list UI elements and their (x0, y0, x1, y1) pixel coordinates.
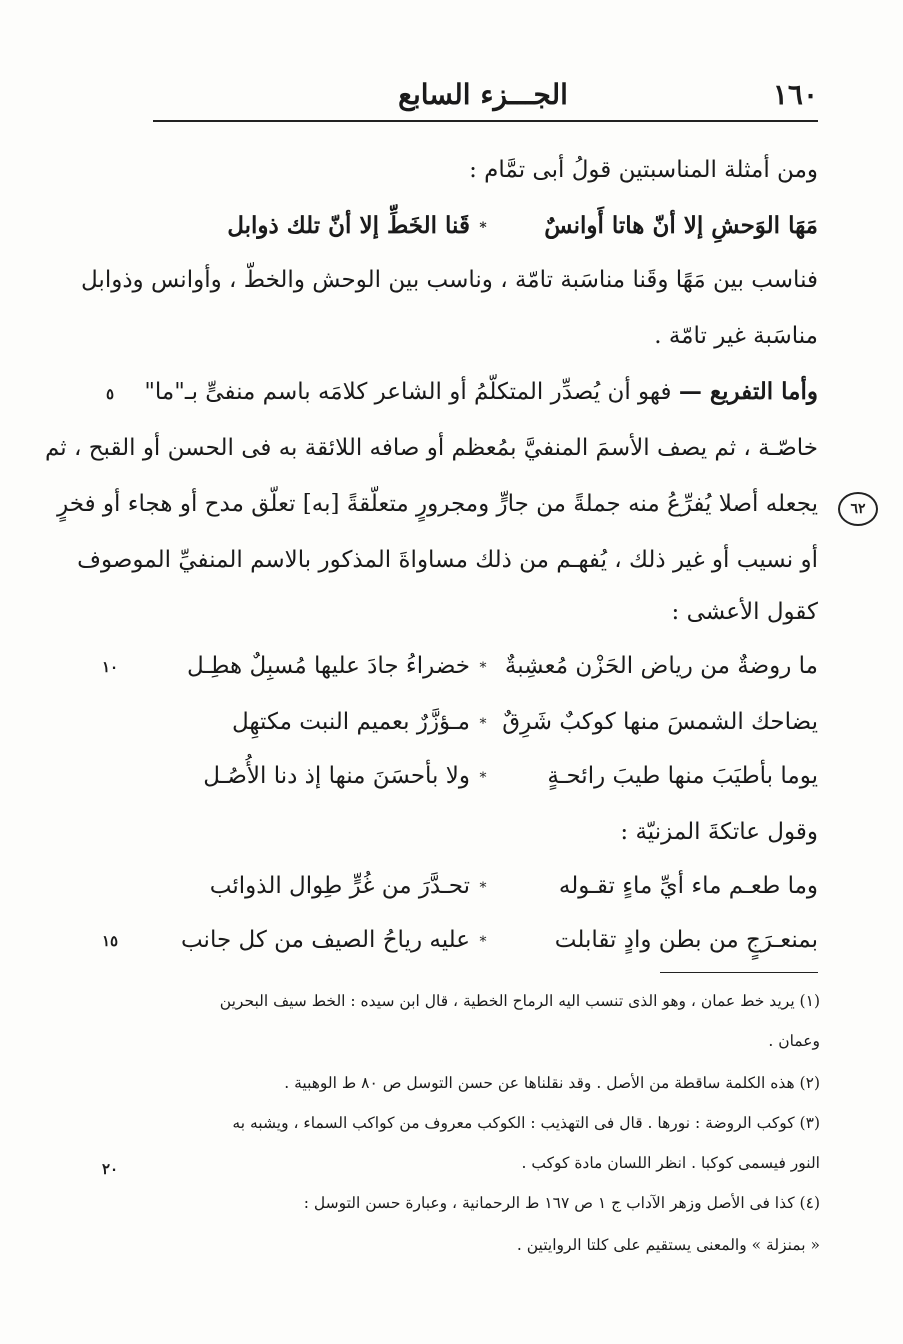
line-number-20: ٢٠ (101, 1160, 119, 1178)
header-rule (153, 120, 818, 122)
footnote-3-line-2: النور فيسمى كوكبا . انظر اللسان مادة كوكب . (521, 1154, 820, 1172)
line-number-10: ١٠ (101, 658, 119, 676)
tafri-heading: وأما التفريع — (678, 378, 818, 405)
page-number: ١٦٠ (772, 78, 818, 111)
verse-4-second-hemistich: ولا بأحسَنَ منها إذ دنا الأُصُـل (203, 763, 470, 789)
hemistich-separator: * (479, 220, 487, 236)
hemistich-separator: * (479, 716, 487, 732)
paragraph-1-line-2: مناسَبة غير تامّة . (654, 323, 818, 349)
verse-5-first-hemistich: وما طعـم ماء أيِّ ماءٍ تقـوله (558, 873, 818, 899)
hemistich-separator: * (479, 934, 487, 950)
verse-6-second-hemistich: عليه رياحُ الصيف من كل جانب (180, 927, 470, 953)
paragraph-2-line-2: خاصّـة ، ثم يصف الأسمَ المنفيَّ بمُعظم أو صافه اللائقة به فى الحسن أو القبح ، ثم (44, 435, 818, 461)
hemistich-separator: * (479, 770, 487, 786)
verse-2-first-hemistich: ما روضةٌ من رياض الحَزْن مُعشِبةٌ (504, 653, 818, 679)
verse-5 (150, 866, 818, 910)
paragraph-1-line-1: فناسب بين مَهًا وقَنا مناسَبة تامّة ، وناسب بين الوحش والخطّ ، وأوانس وذوابل (81, 267, 818, 293)
paragraph-2-line-3: يجعله أصلا يُفرِّعُ منه جملةً من جارٍّ ومجرورٍ متعلّقةً [به] تعلّق مدح أو هجاء أو فخرٍ (57, 491, 818, 517)
verse-4-first-hemistich: يوما بأطيَبَ منها طيبَ رائحـةٍ (547, 763, 818, 789)
verse-3-first-hemistich: يضاحك الشمسَ منها كوكبٌ شَرِقٌ (502, 709, 818, 735)
paragraph-2-line-5: كقول الأعشى : (671, 599, 818, 625)
verse-5-second-hemistich: تحـدَّرَ من غُرٍّ طِوال الذوائب (209, 873, 470, 899)
verse-1 (150, 206, 818, 250)
paragraph-2-line-1-text: فهو أن يُصدِّر المتكلّمُ أو الشاعر كلامَه باسم منفىٍّ بـ"ما" (144, 379, 679, 405)
verse-1-first-hemistich: مَهَا الوَحشِ إلا أنّ هاتا أَوانسٌ (544, 212, 818, 239)
verse-6 (150, 920, 818, 964)
verse-6-first-hemistich: بمنعـرَجٍ من بطن وادٍ تقابلت (554, 927, 818, 953)
verse-2 (150, 646, 818, 690)
footnote-1-line-2: وعمان . (768, 1032, 820, 1050)
verse-3 (150, 702, 818, 746)
verse-4 (150, 756, 818, 800)
intro-line: ومن أمثلة المناسبتين قولُ أبى تمَّام : (469, 157, 818, 183)
footnote-3-line-1: (٣) كوكب الروضة : نورها . قال فى التهذيب : الكوكب معروف من كواكب السماء ، ويشبه به (232, 1114, 820, 1132)
line-number-5: ٥ (105, 385, 115, 403)
verse-1-second-hemistich: قَنا الخَطِّ إلا أنّ تلك ذوابل (227, 212, 470, 239)
line-number-15: ١٥ (101, 932, 119, 950)
footnote-4-line-1: (٤) كذا فى الأصل وزهر الآداب ج ١ ص ١٦٧ ط الرحمانية ، وعبارة حسن التوسل : (303, 1194, 820, 1212)
footnote-rule (660, 972, 818, 973)
margin-page-reference: ٦٢ (838, 492, 878, 526)
hemistich-separator: * (479, 880, 487, 896)
running-title: الجـــزء السابع (398, 78, 568, 111)
verse-3-second-hemistich: مـؤزَّرٌ بعميم النبت مكتهِل (232, 709, 470, 735)
paragraph-2-line-4: أو نسيب أو غير ذلك ، يُفهـم من ذلك مساواةَ المذكور بالاسم المنفيِّ الموصوف (77, 547, 818, 573)
footnote-4-line-2: « بمنزلة » والمعنى يستقيم على كلتا الروايتين . (516, 1236, 820, 1254)
footnote-1-line-1: (١) يريد خط عمان ، وهو الذى تنسب اليه الرماح الخطية ، قال ابن سيده : الخط سيف البحرين (219, 992, 820, 1010)
hemistich-separator: * (479, 660, 487, 676)
paragraph-3: وقول عاتكةَ المزنيّة : (620, 819, 818, 845)
verse-2-second-hemistich: خضراءُ جادَ عليها مُسبِلٌ هطِـل (186, 653, 470, 679)
paragraph-2-line-1 (144, 372, 818, 416)
footnote-2: (٢) هذه الكلمة ساقطة من الأصل . وقد نقلناها عن حسن التوسل ص ٨٠ ط الوهبية . (284, 1074, 820, 1092)
page-header (153, 70, 818, 122)
